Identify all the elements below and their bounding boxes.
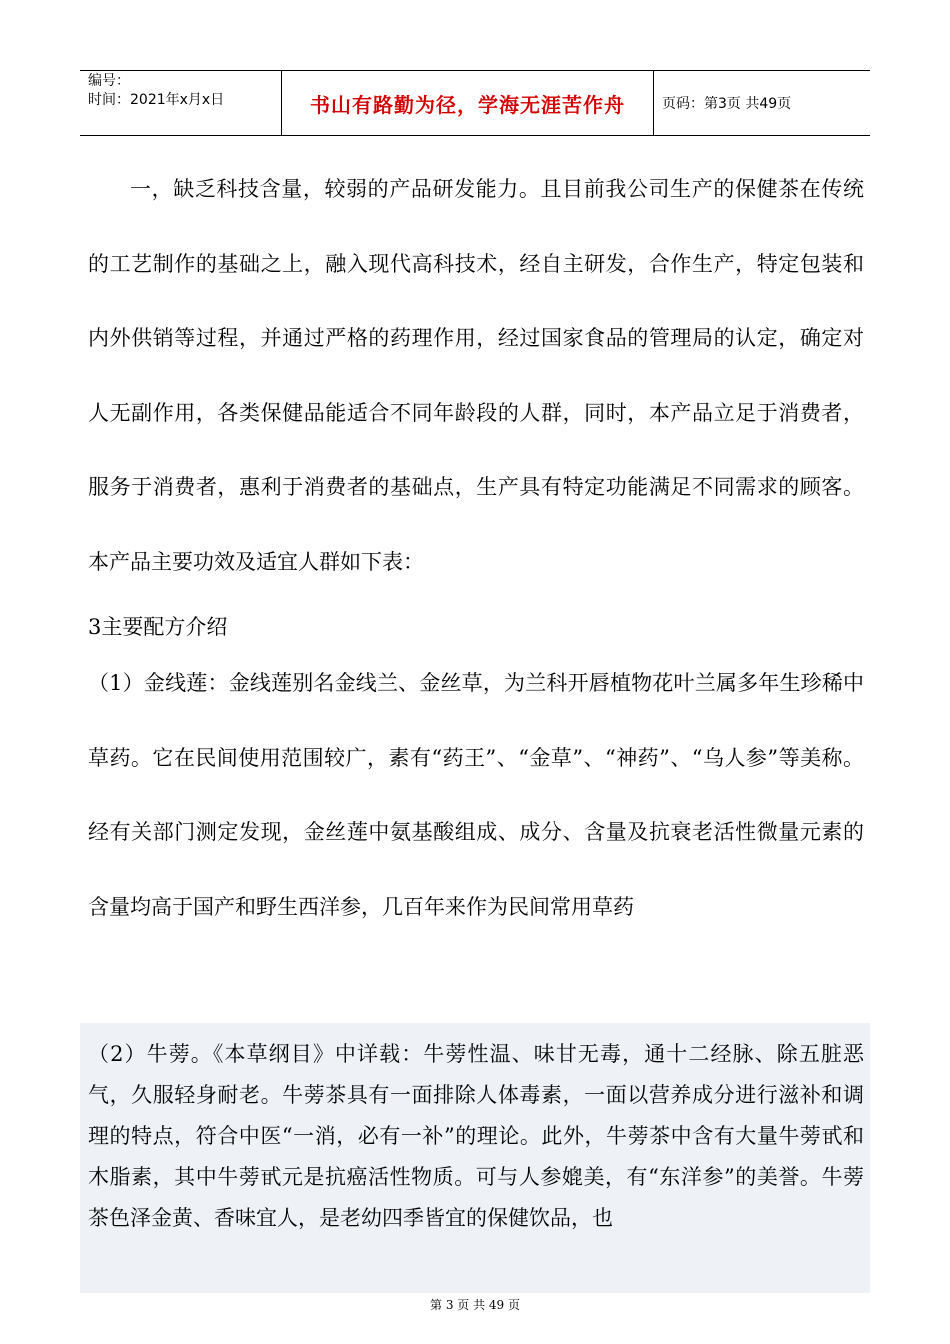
document-number-label: 编号： [88,73,130,89]
section-heading: 3主要配方介绍 [88,615,228,639]
header-motto: 书山有路勤为径，学海无涯苦作舟 [310,92,625,117]
page-header [80,70,870,136]
header-meta-cell [80,71,282,135]
header-page-cell [654,71,870,135]
header-motto-cell [282,71,654,135]
body-paragraph-1: 一，缺乏科技含量，较弱的产品研发能力。且目前我公司生产的保健茶在传统的工艺制作的基础之上，融入现代高科技术，经自主研发，合作生产，特定包装和内外供销等过程，并通过严格的药理作用，经过国家食品的管理局的认定，确定对人无副作用，各类保健品能适合不同年龄段的人群，同时，本产品立足于消费者，服务于消费者，惠利于消费者的基础点，生产具有特定功能满足不同需求的顾客。本产品主要功效及适宜人群如下表： [88,177,864,574]
page-footer: 第 3 页 共 49 页 [430,1298,520,1312]
header-page-info: 页码：第3页 共49页 [662,96,792,112]
document-time-label: 时间：2021年x月x日 [88,92,225,108]
body-paragraph-3: （2）牛蒡。《本草纲目》中详载：牛蒡性温、味甘无毒，通十二经脉、除五脏恶气，久服轻身耐老。牛蒡茶具有一面排除人体毒素，一面以营养成分进行滋补和调理的特点，符合中医“一消，必有一补”的理论。此外，牛蒡茶中含有大量牛蒡甙和木脂素，其中牛蒡甙元是抗癌活性物质。可与人参媲美，有“东洋参”的美誉。牛蒡茶色泽金黄、香味宜人，是老幼四季皆宜的保健饮品，也 [88,1042,864,1230]
body-paragraph-2: （1）金线莲：金线莲别名金线兰、金丝草，为兰科开唇植物花叶兰属多年生珍稀中草药。它在民间使用范围较广，素有“药王”、“金草”、“神药”、“乌人参”等美称。经有关部门测定发现，金丝莲中氨基酸组成、成分、含量及抗衰老活性微量元素的含量均高于国产和野生西洋参，几百年来作为民间常用草药 [88,671,864,919]
